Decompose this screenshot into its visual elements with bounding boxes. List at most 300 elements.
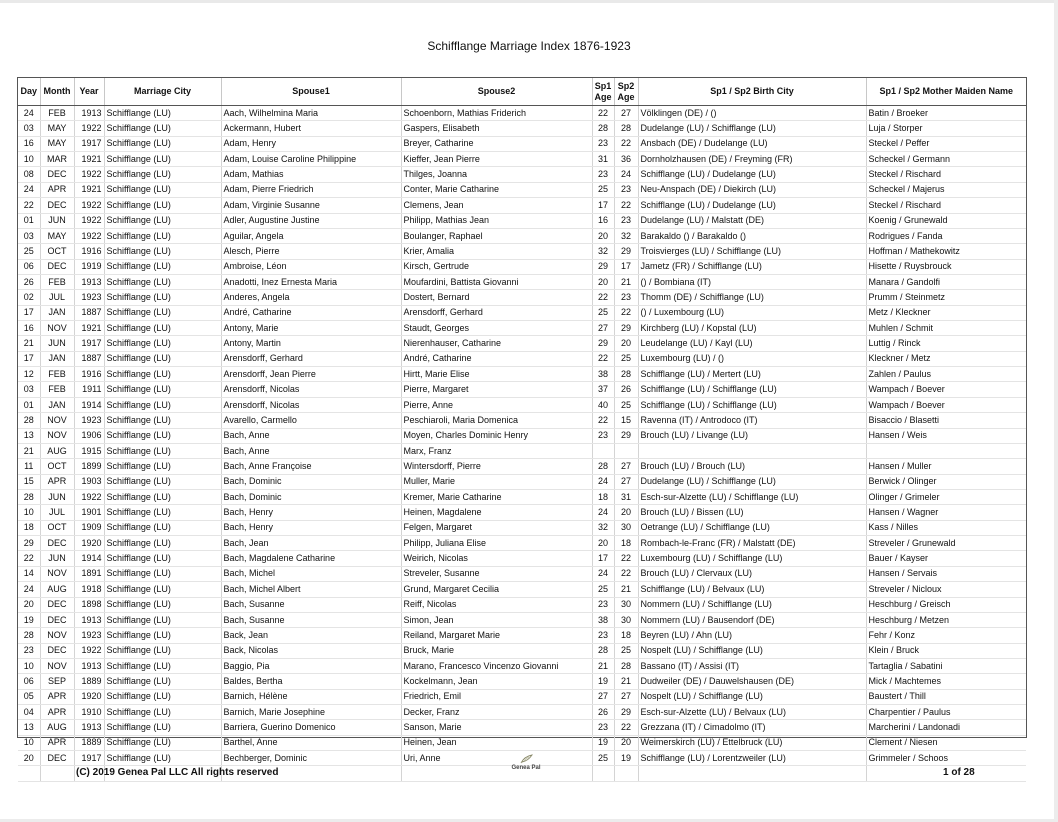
col-day-cell: 28 [18,413,40,428]
col-sp2-age-cell: 31 [614,489,638,504]
table-row [18,474,1026,489]
col-birth-city-cell: Luxembourg (LU) / Schifflange (LU) [638,551,866,566]
col-spouse1-cell: Aguilar, Angela [221,228,401,243]
col-marriage-city-cell: Schifflange (LU) [104,290,221,305]
col-day-cell: 28 [18,489,40,504]
col-marriage-city-cell: Schifflange (LU) [104,182,221,197]
col-spouse1-cell: Bach, Dominic [221,489,401,504]
col-marriage-city-cell: Schifflange (LU) [104,566,221,581]
col-mother-maiden-name-cell: Luttig / Rinck [866,336,1026,351]
empty-cell [638,766,866,781]
col-spouse2-cell: Gaspers, Elisabeth [401,121,592,136]
col-month-cell: SEP [40,674,74,689]
col-month-cell: AUG [40,443,74,458]
col-birth-city-cell: Brouch (LU) / Livange (LU) [638,428,866,443]
col-mother-maiden-name-cell: Rodrigues / Fanda [866,228,1026,243]
col-year-cell: 1915 [74,443,104,458]
col-day-cell: 01 [18,397,40,412]
table-row [18,443,1026,458]
col-year-cell: 1922 [74,167,104,182]
col-sp2-age-cell: 17 [614,259,638,274]
col-spouse2-cell: Kremer, Marie Catharine [401,489,592,504]
col-year-cell: 1921 [74,152,104,167]
col-day-cell: 16 [18,136,40,151]
col-sp1-age-cell: 32 [592,520,614,535]
col-sp2-age-cell: 28 [614,367,638,382]
col-sp2-age-cell: 20 [614,505,638,520]
col-birth-city-cell: Luxembourg (LU) / () [638,351,866,366]
col-day-cell: 21 [18,336,40,351]
col-marriage-city-cell: Schifflange (LU) [104,658,221,673]
col-spouse1-cell: Bach, Dominic [221,474,401,489]
col-year-cell: 1889 [74,735,104,750]
col-marriage-city-cell: Schifflange (LU) [104,213,221,228]
col-marriage-city-header: Marriage City [104,78,221,106]
col-birth-city-cell: Esch-sur-Alzette (LU) / Schifflange (LU) [638,489,866,504]
col-year-header: Year [74,78,104,106]
col-sp2-age-header: Sp2 Age [614,78,638,106]
col-year-cell: 1914 [74,397,104,412]
col-month-cell: NOV [40,628,74,643]
col-spouse2-cell: Heinen, Jean [401,735,592,750]
col-year-cell: 1917 [74,336,104,351]
footer-copyright: (C) 2019 Genea Pal LLC All rights reserved [76,767,279,778]
col-spouse2-cell: Bruck, Marie [401,643,592,658]
col-sp2-age-cell: 26 [614,382,638,397]
col-month-cell: JUL [40,290,74,305]
col-year-cell: 1887 [74,305,104,320]
col-sp1-age-cell: 23 [592,428,614,443]
col-day-cell: 04 [18,705,40,720]
col-sp2-age-cell: 22 [614,136,638,151]
col-marriage-city-cell: Schifflange (LU) [104,136,221,151]
table-row [18,597,1026,612]
col-marriage-city-cell: Schifflange (LU) [104,351,221,366]
col-sp2-age-cell: 24 [614,167,638,182]
col-birth-city-cell: Barakaldo () / Barakaldo () [638,228,866,243]
table-row [18,290,1026,305]
col-month-cell: DEC [40,612,74,627]
table-row [18,413,1026,428]
col-day-cell: 02 [18,290,40,305]
col-day-cell: 24 [18,106,40,121]
col-month-cell: FEB [40,382,74,397]
col-marriage-city-cell: Schifflange (LU) [104,536,221,551]
col-year-cell: 1917 [74,751,104,766]
col-day-cell: 05 [18,689,40,704]
table-row [18,121,1026,136]
col-sp2-age-cell: 21 [614,274,638,289]
col-marriage-city-cell: Schifflange (LU) [104,106,221,121]
col-spouse2-cell: Kirsch, Gertrude [401,259,592,274]
col-birth-city-cell: Ravenna (IT) / Antrodoco (IT) [638,413,866,428]
col-birth-city-cell: Neu-Anspach (DE) / Diekirch (LU) [638,182,866,197]
col-birth-city-cell: Dudelange (LU) / Malstatt (DE) [638,213,866,228]
col-day-cell: 22 [18,551,40,566]
col-year-cell: 1891 [74,566,104,581]
col-spouse2-cell: Streveler, Susanne [401,566,592,581]
col-month-cell: JAN [40,351,74,366]
table-row [18,397,1026,412]
col-mother-maiden-name-cell: Fehr / Konz [866,628,1026,643]
col-mother-maiden-name-cell: Grimmeler / Schoos [866,751,1026,766]
col-sp2-age-cell: 20 [614,735,638,750]
genea-pal-logo [506,754,546,771]
col-mother-maiden-name-header: Sp1 / Sp2 Mother Maiden Name [866,78,1026,106]
col-day-cell: 23 [18,643,40,658]
col-birth-city-cell: Weimerskirch (LU) / Ettelbruck (LU) [638,735,866,750]
col-spouse1-cell: Arensdorff, Nicolas [221,382,401,397]
col-spouse1-cell: Antony, Marie [221,321,401,336]
col-year-cell: 1899 [74,459,104,474]
col-day-cell: 20 [18,751,40,766]
col-spouse1-cell: Ackermann, Hubert [221,121,401,136]
col-mother-maiden-name-cell: Wampach / Boever [866,397,1026,412]
col-sp1-age-cell: 27 [592,689,614,704]
col-birth-city-cell: Schifflange (LU) / Dudelange (LU) [638,198,866,213]
col-year-cell: 1913 [74,658,104,673]
col-month-cell: DEC [40,643,74,658]
col-sp1-age-cell: 24 [592,474,614,489]
col-day-cell: 21 [18,443,40,458]
col-spouse1-cell: Bechberger, Dominic [221,751,401,766]
col-mother-maiden-name-cell: Clement / Niesen [866,735,1026,750]
col-sp1-age-cell: 21 [592,658,614,673]
col-spouse1-header: Spouse1 [221,78,401,106]
col-day-cell: 13 [18,428,40,443]
col-spouse1-cell: Avarello, Carmello [221,413,401,428]
table-row [18,551,1026,566]
table-row [18,628,1026,643]
col-year-cell: 1889 [74,674,104,689]
col-marriage-city-cell: Schifflange (LU) [104,152,221,167]
col-sp2-age-cell: 27 [614,689,638,704]
col-spouse1-cell: Barnich, Marie Josephine [221,705,401,720]
col-sp1-age-cell: 22 [592,413,614,428]
col-spouse1-cell: Ambroise, Léon [221,259,401,274]
col-sp1-age-cell: 29 [592,259,614,274]
col-day-cell: 26 [18,274,40,289]
col-sp1-age-cell: 25 [592,305,614,320]
col-mother-maiden-name-cell: Baustert / Thill [866,689,1026,704]
col-day-cell: 29 [18,536,40,551]
col-birth-city-cell: Troisvierges (LU) / Schifflange (LU) [638,244,866,259]
col-sp2-age-cell: 30 [614,520,638,535]
col-spouse2-cell: Kockelmann, Jean [401,674,592,689]
col-sp1-age-cell: 20 [592,536,614,551]
col-sp2-age-cell: 29 [614,428,638,443]
col-month-cell: MAR [40,152,74,167]
table-body [18,106,1026,782]
col-spouse1-cell: Adler, Augustine Justine [221,213,401,228]
col-month-cell: NOV [40,321,74,336]
col-sp1-age-cell: 23 [592,597,614,612]
table-row [18,505,1026,520]
col-month-cell: MAY [40,136,74,151]
col-year-cell: 1921 [74,321,104,336]
col-sp2-age-cell: 22 [614,551,638,566]
col-spouse2-cell: Breyer, Catharine [401,136,592,151]
col-birth-city-cell: Schifflange (LU) / Schifflange (LU) [638,382,866,397]
col-spouse1-cell: Adam, Louise Caroline Philippine [221,152,401,167]
col-marriage-city-cell: Schifflange (LU) [104,459,221,474]
col-month-cell: JUL [40,505,74,520]
col-sp2-age-cell: 25 [614,397,638,412]
col-sp2-age-cell: 30 [614,597,638,612]
col-marriage-city-cell: Schifflange (LU) [104,336,221,351]
col-birth-city-cell: () / Luxembourg (LU) [638,305,866,320]
col-mother-maiden-name-cell: Kleckner / Metz [866,351,1026,366]
col-spouse2-cell: Simon, Jean [401,612,592,627]
col-year-cell: 1911 [74,382,104,397]
table-row [18,674,1026,689]
col-sp2-age-cell: 22 [614,305,638,320]
col-sp1-age-cell: 28 [592,121,614,136]
col-mother-maiden-name-cell: Scheckel / Germann [866,152,1026,167]
col-birth-city-cell: Völklingen (DE) / () [638,106,866,121]
col-mother-maiden-name-cell: Muhlen / Schmit [866,321,1026,336]
col-marriage-city-cell: Schifflange (LU) [104,413,221,428]
col-birth-city-cell: Nospelt (LU) / Schifflange (LU) [638,689,866,704]
col-mother-maiden-name-cell [866,443,1026,458]
table-row [18,228,1026,243]
col-birth-city-header: Sp1 / Sp2 Birth City [638,78,866,106]
col-day-cell: 13 [18,720,40,735]
col-spouse1-cell: Arensdorff, Gerhard [221,351,401,366]
col-day-cell: 17 [18,351,40,366]
table-row [18,689,1026,704]
col-sp1-age-cell: 18 [592,489,614,504]
leaf-icon [519,754,533,764]
marriage-index-table [18,78,1026,782]
col-spouse2-cell: Thilges, Joanna [401,167,592,182]
col-spouse2-cell: Marx, Franz [401,443,592,458]
col-spouse2-cell: Staudt, Georges [401,321,592,336]
col-birth-city-cell: Leudelange (LU) / Kayl (LU) [638,336,866,351]
col-birth-city-cell: Nospelt (LU) / Schifflange (LU) [638,643,866,658]
col-day-cell: 24 [18,182,40,197]
col-sp2-age-cell: 22 [614,720,638,735]
col-sp2-age-cell: 15 [614,413,638,428]
col-month-cell: OCT [40,520,74,535]
col-mother-maiden-name-cell: Mick / Machtemes [866,674,1026,689]
col-day-cell: 17 [18,305,40,320]
table-row [18,489,1026,504]
col-year-cell: 1920 [74,689,104,704]
col-spouse1-cell: Back, Nicolas [221,643,401,658]
col-month-cell: APR [40,689,74,704]
col-year-cell: 1917 [74,136,104,151]
col-sp1-age-cell: 24 [592,566,614,581]
col-spouse1-cell: Adam, Virginie Susanne [221,198,401,213]
col-mother-maiden-name-cell: Metz / Kleckner [866,305,1026,320]
col-mother-maiden-name-cell: Wampach / Boever [866,382,1026,397]
empty-cell [40,766,74,781]
col-spouse2-cell: Arensdorff, Gerhard [401,305,592,320]
col-mother-maiden-name-cell: Berwick / Olinger [866,474,1026,489]
table-row [18,536,1026,551]
table-row [18,643,1026,658]
col-mother-maiden-name-cell: Klein / Bruck [866,643,1026,658]
col-month-cell: NOV [40,413,74,428]
col-sp1-age-cell: 16 [592,213,614,228]
col-spouse2-cell: Moufardini, Battista Giovanni [401,274,592,289]
col-mother-maiden-name-cell: Hoffman / Mathekowitz [866,244,1026,259]
col-sp2-age-cell: 28 [614,658,638,673]
col-marriage-city-cell: Schifflange (LU) [104,597,221,612]
col-mother-maiden-name-cell: Bauer / Kayser [866,551,1026,566]
col-marriage-city-cell: Schifflange (LU) [104,689,221,704]
col-sp2-age-cell: 22 [614,198,638,213]
col-birth-city-cell: Kirchberg (LU) / Kopstal (LU) [638,321,866,336]
col-spouse2-cell: Boulanger, Raphael [401,228,592,243]
col-birth-city-cell [638,443,866,458]
col-month-header: Month [40,78,74,106]
col-spouse2-cell: Sanson, Marie [401,720,592,735]
col-sp1-age-cell: 23 [592,167,614,182]
col-sp2-age-cell: 29 [614,244,638,259]
col-sp1-age-cell: 31 [592,152,614,167]
col-mother-maiden-name-cell: Charpentier / Paulus [866,705,1026,720]
page-title: Schifflange Marriage Index 1876-1923 [427,39,631,53]
col-marriage-city-cell: Schifflange (LU) [104,551,221,566]
empty-cell [592,766,614,781]
table-row [18,520,1026,535]
col-sp1-age-cell: 28 [592,643,614,658]
col-year-cell: 1922 [74,198,104,213]
col-sp2-age-cell: 23 [614,213,638,228]
table-row [18,459,1026,474]
col-month-cell: MAY [40,121,74,136]
col-mother-maiden-name-cell: Heschburg / Greisch [866,597,1026,612]
col-birth-city-cell: Jametz (FR) / Schifflange (LU) [638,259,866,274]
table-row [18,305,1026,320]
col-birth-city-cell: Schifflange (LU) / Belvaux (LU) [638,582,866,597]
col-day-cell: 03 [18,228,40,243]
col-sp1-age-cell: 29 [592,336,614,351]
table-row [18,167,1026,182]
col-spouse2-cell: Schoenborn, Mathias Friderich [401,106,592,121]
col-spouse2-cell: Felgen, Margaret [401,520,592,535]
col-spouse2-cell: Pierre, Anne [401,397,592,412]
col-sp1-age-cell: 24 [592,505,614,520]
col-spouse2-cell: Wintersdorff, Pierre [401,459,592,474]
col-month-cell: JUN [40,336,74,351]
col-spouse2-header: Spouse2 [401,78,592,106]
col-spouse2-cell: Peschiaroli, Maria Domenica [401,413,592,428]
col-spouse2-cell: Philipp, Mathias Jean [401,213,592,228]
col-spouse2-cell: Heinen, Magdalene [401,505,592,520]
col-sp1-age-cell: 38 [592,612,614,627]
page-edge-top [0,0,1058,3]
table-row [18,367,1026,382]
col-spouse1-cell: Bach, Anne [221,443,401,458]
col-year-cell: 1922 [74,643,104,658]
col-mother-maiden-name-cell: Luja / Storper [866,121,1026,136]
col-sp1-age-cell: 26 [592,705,614,720]
col-spouse2-cell: Hirtt, Marie Elise [401,367,592,382]
col-birth-city-cell: Nommern (LU) / Bausendorf (DE) [638,612,866,627]
col-spouse1-cell: André, Catharine [221,305,401,320]
col-year-cell: 1919 [74,259,104,274]
col-marriage-city-cell: Schifflange (LU) [104,367,221,382]
col-spouse1-cell: Barriera, Guerino Domenico [221,720,401,735]
col-birth-city-cell: Rombach-le-Franc (FR) / Malstatt (DE) [638,536,866,551]
col-sp1-age-cell: 38 [592,367,614,382]
table-row [18,259,1026,274]
col-month-cell: APR [40,182,74,197]
table-row [18,566,1026,581]
col-spouse1-cell: Bach, Magdalene Catharine [221,551,401,566]
col-month-cell: DEC [40,259,74,274]
col-mother-maiden-name-cell: Olinger / Grimeler [866,489,1026,504]
col-spouse2-cell: Marano, Francesco Vincenzo Giovanni [401,658,592,673]
table-row [18,152,1026,167]
col-day-cell: 25 [18,244,40,259]
col-sp2-age-cell: 20 [614,336,638,351]
col-marriage-city-cell: Schifflange (LU) [104,628,221,643]
col-sp1-age-cell: 23 [592,628,614,643]
table-row [18,213,1026,228]
col-spouse1-cell: Arensdorff, Nicolas [221,397,401,412]
col-spouse1-cell: Bach, Henry [221,520,401,535]
col-day-cell: 06 [18,674,40,689]
col-sp2-age-cell: 28 [614,121,638,136]
col-year-cell: 1910 [74,705,104,720]
table-row [18,735,1026,750]
col-year-cell: 1922 [74,213,104,228]
col-mother-maiden-name-cell: Bisaccio / Blasetti [866,413,1026,428]
col-mother-maiden-name-cell: Steckel / Peffer [866,136,1026,151]
col-birth-city-cell: Thomm (DE) / Schifflange (LU) [638,290,866,305]
col-day-cell: 18 [18,520,40,535]
col-marriage-city-cell: Schifflange (LU) [104,121,221,136]
col-sp2-age-cell: 27 [614,459,638,474]
col-mother-maiden-name-cell: Zahlen / Paulus [866,367,1026,382]
col-day-cell: 08 [18,167,40,182]
col-birth-city-cell: Beyren (LU) / Ahn (LU) [638,628,866,643]
col-marriage-city-cell: Schifflange (LU) [104,674,221,689]
col-day-cell: 16 [18,321,40,336]
col-spouse2-cell: Reiland, Margaret Marie [401,628,592,643]
col-spouse2-cell: Pierre, Margaret [401,382,592,397]
col-spouse1-cell: Antony, Martin [221,336,401,351]
col-spouse2-cell: Muller, Marie [401,474,592,489]
col-birth-city-cell: Dudelange (LU) / Schifflange (LU) [638,474,866,489]
table-row [18,428,1026,443]
col-month-cell: FEB [40,367,74,382]
col-spouse2-cell: Conter, Marie Catharine [401,182,592,197]
col-spouse1-cell: Adam, Mathias [221,167,401,182]
table-row [18,658,1026,673]
col-year-cell: 1922 [74,489,104,504]
col-sp1-age-cell: 19 [592,735,614,750]
col-mother-maiden-name-cell: Hansen / Servais [866,566,1026,581]
col-spouse1-cell: Bach, Susanne [221,612,401,627]
col-sp1-age-cell: 25 [592,182,614,197]
col-day-cell: 19 [18,612,40,627]
col-sp1-age-cell: 17 [592,198,614,213]
col-marriage-city-cell: Schifflange (LU) [104,321,221,336]
col-month-cell: OCT [40,244,74,259]
col-birth-city-cell: Nommern (LU) / Schifflange (LU) [638,597,866,612]
col-marriage-city-cell: Schifflange (LU) [104,582,221,597]
col-sp1-age-cell: 22 [592,290,614,305]
col-sp2-age-cell: 30 [614,612,638,627]
table-row [18,136,1026,151]
col-spouse1-cell: Anderes, Angela [221,290,401,305]
col-spouse1-cell: Bach, Henry [221,505,401,520]
